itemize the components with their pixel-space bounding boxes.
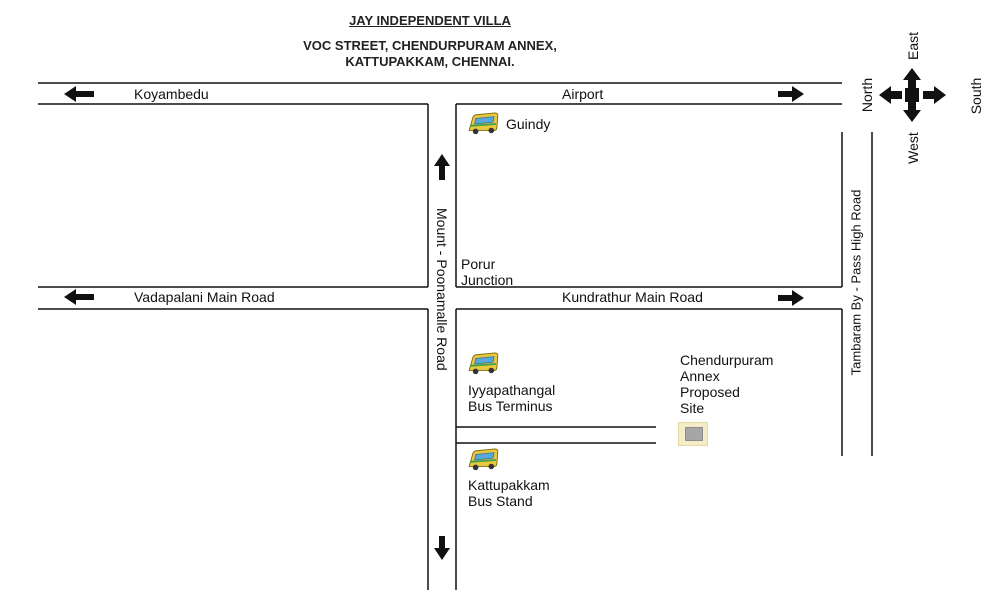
place-label-bus-terminus: Bus Terminus <box>468 398 553 414</box>
left-arrow-icon <box>64 86 94 102</box>
road-label-airport: Airport <box>562 86 604 102</box>
place-label-porur: Porur <box>461 256 496 272</box>
place-label-iyyapathangal: Iyyapathangal <box>468 382 556 398</box>
place-label-kattupakkam: Kattupakkam <box>468 477 550 493</box>
road-label-koyambedu: Koyambedu <box>134 86 209 102</box>
place-label-guindy: Guindy <box>506 116 551 132</box>
site-label-line3: Proposed <box>680 384 740 400</box>
up-arrow-icon <box>434 154 450 180</box>
site-label-line4: Site <box>680 400 705 416</box>
place-label-junction: Junction <box>461 272 514 288</box>
site-label-line1: Chendurpuram <box>680 352 774 368</box>
compass-south-label: South <box>968 77 984 115</box>
road-label-tambaram-bypass: Tambaram By - Pass High Road <box>848 189 864 376</box>
site-marker-icon <box>678 422 708 446</box>
left-arrow-icon <box>64 289 94 305</box>
header-address-line1: VOC STREET, CHENDURPURAM ANNEX, <box>303 38 557 53</box>
down-arrow-icon <box>434 536 450 560</box>
compass-east-label: East <box>905 32 921 61</box>
road-label-kundrathur: Kundrathur Main Road <box>562 289 703 305</box>
header-title: JAY INDEPENDENT VILLA <box>349 13 511 28</box>
bus-icon <box>469 113 498 134</box>
place-label-bus-stand: Bus Stand <box>468 493 533 509</box>
site-lane <box>456 427 656 443</box>
compass-west-label: West <box>905 132 921 164</box>
right-arrow-icon <box>778 86 804 102</box>
right-arrow-icon <box>778 290 804 306</box>
header-address-line2: KATTUPAKKAM, CHENNAI. <box>345 54 515 69</box>
road-label-vadapalani: Vadapalani Main Road <box>134 289 275 305</box>
bus-icon <box>469 353 498 374</box>
compass-icon <box>879 68 946 122</box>
bus-icon <box>469 449 498 470</box>
site-label-line2: Annex <box>680 368 720 384</box>
compass-north-label: North <box>859 77 875 113</box>
road-label-mount-poonamalle: Mount - Poonamalle Road <box>434 208 450 371</box>
